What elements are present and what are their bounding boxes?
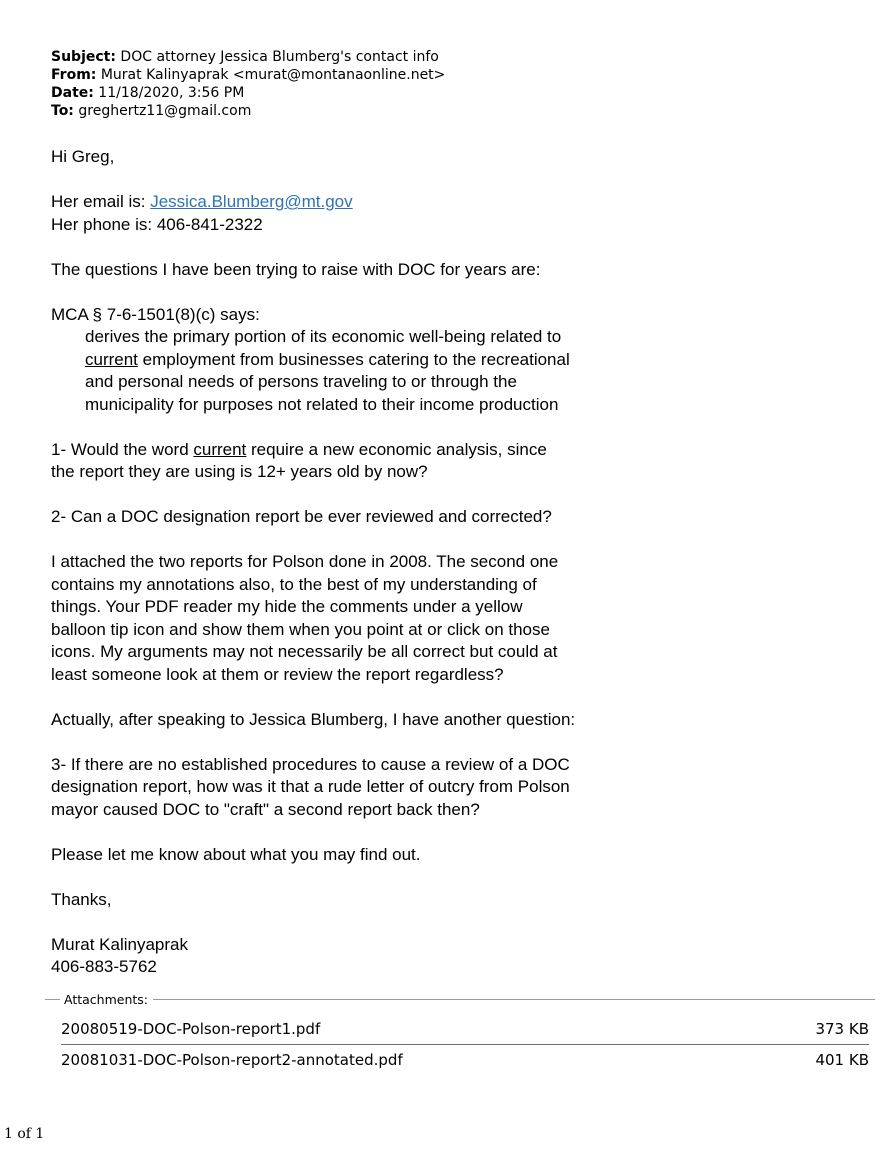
- body-text: municipality for purposes not related to their income production: [85, 394, 559, 414]
- body-text: The questions I have been trying to raise with DOC for years are:: [51, 259, 541, 279]
- underlined-text: current: [85, 349, 138, 369]
- body-paragraph: [51, 259, 711, 282]
- body-text: require a new economic analysis, since: [246, 439, 547, 459]
- body-text: Murat Kalinyaprak: [51, 934, 189, 954]
- header-field-value: Murat Kalinyaprak <murat@montanaonline.net>: [96, 67, 446, 83]
- body-paragraph: [51, 709, 711, 732]
- body-text: balloon tip icon and show them when you point at or click on those: [51, 619, 550, 639]
- attachment-size: 373 KB: [815, 1020, 869, 1038]
- body-text: Hi Greg,: [51, 147, 115, 166]
- body-text: Thanks,: [51, 889, 112, 909]
- body-paragraph: [51, 439, 711, 484]
- email-header: [51, 48, 711, 120]
- body-text: I attached the two reports for Polson done in 2008. The second one: [51, 552, 559, 571]
- page-number: 1 of 1: [4, 1126, 45, 1142]
- header-field-label: Subject:: [51, 49, 116, 65]
- attachments-section: [45, 992, 875, 1069]
- attachments-legend: [45, 992, 875, 1007]
- body-text: mayor caused DOC to "craft" a second report back then?: [51, 799, 480, 819]
- body-paragraph: [51, 191, 711, 236]
- body-paragraph: [51, 844, 711, 867]
- body-text: MCA § 7-6-1501(8)(c) says:: [51, 304, 260, 324]
- attachment-filename: 20081031-DOC-Polson-report2-annotated.pdf: [61, 1051, 403, 1069]
- body-paragraph: [51, 754, 711, 822]
- attachment-list: [45, 1020, 875, 1069]
- body-paragraph: [51, 304, 711, 327]
- body-paragraph: [51, 934, 711, 979]
- header-field-value: greghertz11@gmail.com: [73, 103, 252, 119]
- body-text: Her phone is: 406-841-2322: [51, 214, 263, 234]
- header-field-value: DOC attorney Jessica Blumberg's contact info: [115, 49, 439, 65]
- header-field-subject: [51, 48, 711, 66]
- body-text: derives the primary portion of its economic well-being related to: [85, 327, 562, 346]
- body-text: designation report, how was it that a rude letter of outcry from Polson: [51, 777, 570, 796]
- body-text: 2- Can a DOC designation report be ever reviewed and corrected?: [51, 507, 552, 526]
- legend-rule-left: [45, 999, 60, 1000]
- body-text: Her email is:: [51, 192, 151, 211]
- header-field-date: [51, 84, 711, 102]
- email-body: [51, 146, 711, 979]
- body-text: 3- If there are no established procedures to cause a review of a DOC: [51, 754, 570, 774]
- body-text: the report they are using is 12+ years old by now?: [51, 462, 428, 481]
- underlined-text: current: [193, 439, 247, 459]
- attachment-size: 401 KB: [815, 1051, 869, 1069]
- email-message: [51, 48, 711, 1001]
- body-text: Please let me know about what you may find out.: [51, 844, 421, 864]
- body-text: 406-883-5762: [51, 957, 157, 976]
- email-address-link[interactable]: Jessica.Blumberg@mt.gov: [150, 192, 353, 211]
- header-field-label: From:: [51, 67, 97, 83]
- header-field-label: Date:: [51, 85, 94, 101]
- body-text: least someone look at them or review the report regardless?: [51, 664, 504, 684]
- body-text: employment from businesses catering to the recreational: [137, 349, 570, 369]
- body-text: Actually, after speaking to Jessica Blumberg, I have another question:: [51, 709, 576, 729]
- body-text: things. Your PDF reader my hide the comments under a yellow: [51, 597, 523, 616]
- header-field-value: 11/18/2020, 3:56 PM: [93, 85, 245, 101]
- body-text: contains my annotations also, to the best of my understanding of: [51, 574, 537, 594]
- body-text: icons. My arguments may not necessarily be all correct but could at: [51, 642, 558, 661]
- legend-rule-right: [153, 999, 875, 1000]
- attachment-item[interactable]: [61, 1045, 869, 1069]
- body-paragraph: [51, 326, 711, 416]
- attachment-item[interactable]: [61, 1020, 869, 1045]
- body-paragraph: [51, 889, 711, 912]
- header-field-from: [51, 66, 711, 84]
- body-paragraph: [51, 551, 711, 686]
- body-text: 1- Would the word: [51, 439, 194, 459]
- attachment-filename: 20080519-DOC-Polson-report1.pdf: [61, 1020, 321, 1038]
- body-paragraph: [51, 146, 711, 169]
- body-paragraph: [51, 506, 711, 529]
- header-field-to: [51, 102, 711, 120]
- body-text: and personal needs of persons traveling to or through the: [85, 372, 517, 391]
- attachments-label: Attachments:: [64, 992, 149, 1007]
- header-field-label: To:: [51, 103, 74, 119]
